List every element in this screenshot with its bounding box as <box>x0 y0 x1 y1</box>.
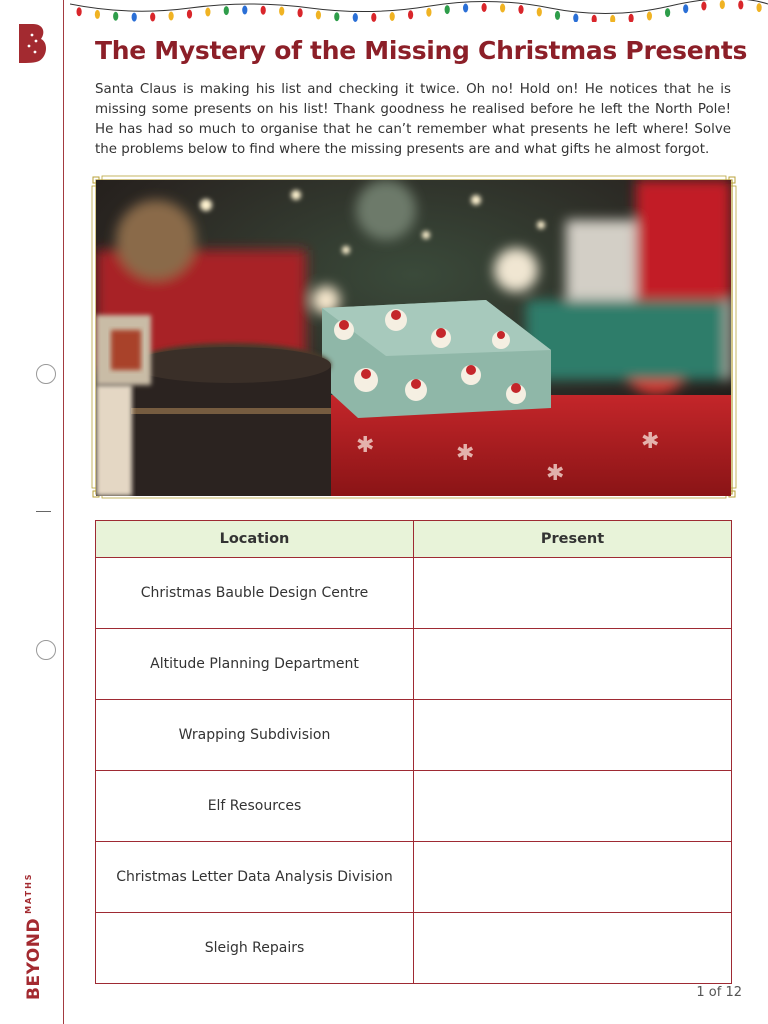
brand-wordmark <box>24 872 44 1000</box>
light-bulb-icon <box>390 12 395 21</box>
light-bulb-icon <box>500 4 505 13</box>
light-bulb-icon <box>537 8 542 17</box>
light-bulb-icon <box>738 0 743 9</box>
brand-sub: MATHS <box>24 872 33 914</box>
present-answer-cell[interactable] <box>414 842 732 913</box>
light-bulb-icon <box>445 5 450 14</box>
light-bulb-icon <box>371 13 376 22</box>
light-bulb-icon <box>187 10 192 19</box>
light-bulb-icon <box>113 12 118 21</box>
light-bulb-icon <box>205 8 210 17</box>
light-bulb-icon <box>316 11 321 20</box>
present-answer-cell[interactable] <box>414 700 732 771</box>
beyond-logo-icon <box>15 22 49 64</box>
light-bulb-icon <box>573 14 578 23</box>
punch-hole-bottom <box>36 640 56 660</box>
table-header-row <box>96 521 732 558</box>
margin-line <box>63 0 64 1024</box>
location-cell: Wrapping Subdivision <box>96 700 414 771</box>
table-row <box>96 629 732 700</box>
table-row <box>96 700 732 771</box>
present-answer-cell[interactable] <box>414 558 732 629</box>
light-bulb-icon <box>518 5 523 14</box>
svg-text:✱: ✱ <box>641 429 660 454</box>
brand-name: BEYOND <box>24 917 44 1000</box>
light-bulb-icon <box>334 12 339 21</box>
light-bulb-icon <box>482 3 487 12</box>
fairy-lights-icon <box>70 0 768 22</box>
present-answer-cell[interactable] <box>414 771 732 842</box>
light-bulb-icon <box>353 13 358 22</box>
table-row <box>96 771 732 842</box>
light-bulb-icon <box>242 6 247 15</box>
light-bulb-icon <box>463 4 468 13</box>
intro-paragraph: Santa Claus is making his list and checking it twice. Oh no! Hold on! He notices that he is missing some presents on his list! Thank goodness he realised before he left the North Pole! He has had so much to organise that he can’t remember what presents he left where! Solve the problems below to find where the missing presents are and what gifts he almost forgot. <box>95 82 731 157</box>
light-bulb-icon <box>720 0 725 9</box>
light-bulb-icon <box>426 8 431 17</box>
punch-hole-top <box>36 364 56 384</box>
light-bulb-icon <box>701 2 706 11</box>
christmas-presents-photo <box>96 180 731 496</box>
fold-mark <box>36 511 51 512</box>
light-bulb-icon <box>683 4 688 13</box>
light-bulb-icon <box>132 13 137 22</box>
light-bulb-icon <box>408 10 413 19</box>
light-bulb-icon <box>298 8 303 17</box>
header-present: Present <box>414 521 732 558</box>
present-answer-cell[interactable] <box>414 913 732 984</box>
light-bulb-icon <box>665 8 670 17</box>
location-cell: Elf Resources <box>96 771 414 842</box>
svg-text:✱: ✱ <box>456 441 475 466</box>
light-bulb-icon <box>279 7 284 16</box>
location-present-table <box>95 520 732 984</box>
table-row <box>96 558 732 629</box>
light-bulb-icon <box>629 14 634 22</box>
table-row <box>96 913 732 984</box>
light-bulb-icon <box>592 15 597 22</box>
light-bulb-icon <box>224 6 229 15</box>
light-bulb-icon <box>77 7 82 16</box>
light-bulb-icon <box>610 15 615 22</box>
svg-text:✱: ✱ <box>546 461 565 486</box>
location-cell: Christmas Bauble Design Centre <box>96 558 414 629</box>
light-bulb-icon <box>169 12 174 21</box>
table-row <box>96 842 732 913</box>
light-bulb-icon <box>647 12 652 21</box>
present-answer-cell[interactable] <box>414 629 732 700</box>
page-number: 1 of 12 <box>696 985 742 1000</box>
light-bulb-icon <box>555 11 560 20</box>
header-location: Location <box>96 521 414 558</box>
light-bulb-icon <box>95 10 100 19</box>
location-cell: Altitude Planning Department <box>96 629 414 700</box>
light-bulb-icon <box>150 13 155 22</box>
page-title: The Mystery of the Missing Christmas Presents <box>95 36 748 65</box>
location-cell: Christmas Letter Data Analysis Division <box>96 842 414 913</box>
light-bulb-icon <box>757 3 762 12</box>
light-bulb-icon <box>261 6 266 15</box>
svg-text:✱: ✱ <box>356 433 375 458</box>
location-cell: Sleigh Repairs <box>96 913 414 984</box>
